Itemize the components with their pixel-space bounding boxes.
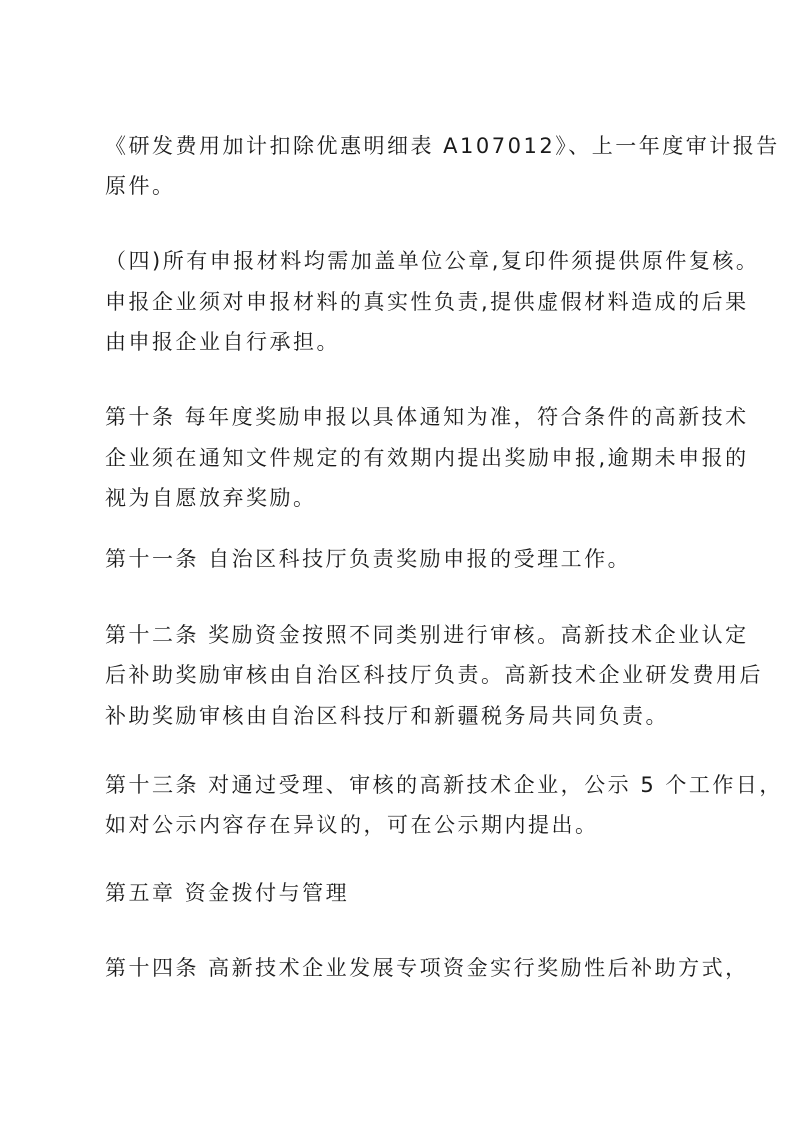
text-line: （四)所有申报材料均需加盖单位公章,复印件须提供原件复核。 bbox=[105, 249, 760, 273]
text-line: 第十四条 高新技术企业发展专项资金实行奖励性后补助方式， bbox=[105, 956, 749, 980]
text-line: 如对公示内容存在异议的，可在公示期内提出。 bbox=[105, 813, 599, 837]
text-line: 第十条 每年度奖励申报以具体通知为准，符合条件的高新技术 bbox=[105, 405, 749, 429]
text-line: 由申报企业自行承担。 bbox=[105, 330, 340, 354]
text-line: 补助奖励审核由自治区科技厅和新疆税务局共同负责。 bbox=[105, 704, 669, 728]
text-line: 企业须在通知文件规定的有效期内提出奖励申报,逾期未申报的 bbox=[105, 446, 749, 470]
text-line: 后补助奖励审核由自治区科技厅负责。高新技术企业研发费用后 bbox=[105, 663, 763, 687]
chapter-title: 第五章 资金拨付与管理 bbox=[105, 881, 350, 905]
text-line: 第十一条 自治区科技厅负责奖励申报的受理工作。 bbox=[105, 547, 632, 571]
text-line: 第十三条 对通过受理、审核的高新技术企业，公示 5 个工作日， bbox=[105, 773, 783, 797]
text-line: 视为自愿放弃奖励。 bbox=[105, 486, 317, 510]
text-line: 第十二条 奖励资金按照不同类别进行审核。高新技术企业认定 bbox=[105, 623, 749, 647]
text-line: 原件。 bbox=[105, 174, 176, 198]
text-line: 申报企业须对申报材料的真实性负责,提供虚假材料造成的后果 bbox=[105, 290, 749, 314]
text-line: 《研发费用加计扣除优惠明细表 A107012》、上一年度审计报告 bbox=[105, 134, 780, 158]
